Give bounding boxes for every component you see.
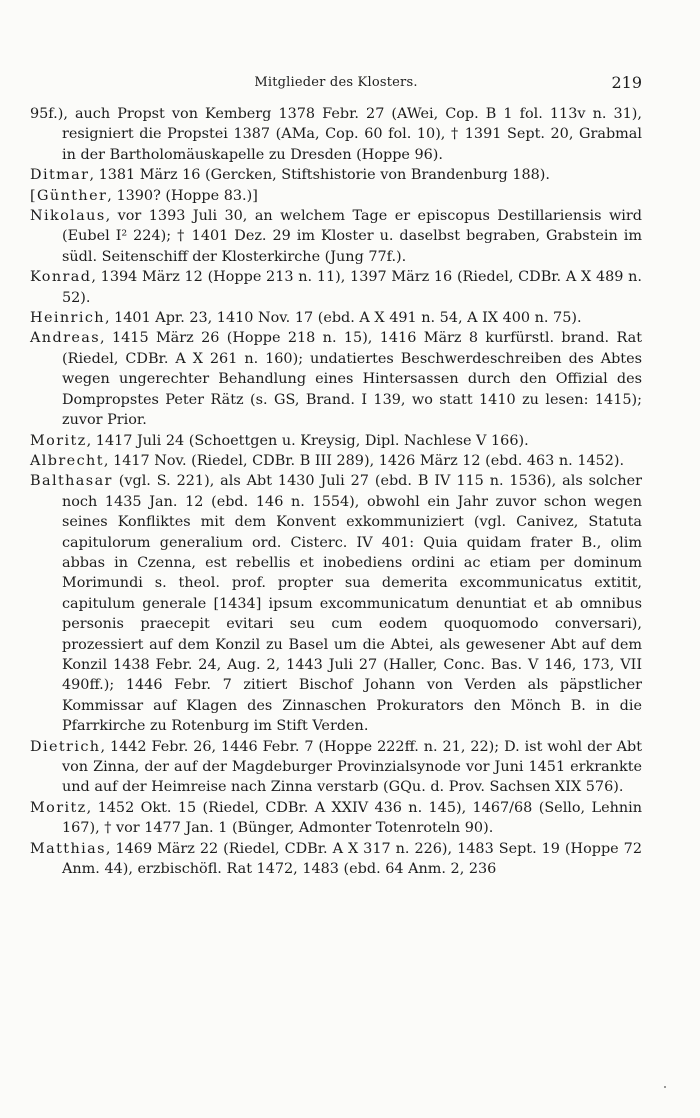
page-number: 219 [611, 73, 642, 92]
list-item [30, 267, 642, 308]
entry-text: , vor 1393 Juli 30, an welchem Tage er episcopus Destillariensis wird (Eubel I² 224); † 1401 Dez. 29 im Kloster u. daselbst begraben, Grabstein im südl. Seitenschiff der Klosterkirche (Jung 77f.). [62, 208, 642, 265]
list-item [30, 839, 642, 880]
entry-text: , 1381 März 16 (Gercken, Stiftshistorie von Brandenburg 188). [89, 167, 550, 184]
entry-name: Heinrich [30, 310, 105, 327]
entry-name: Nikolaus [30, 208, 106, 225]
entry-text: , 1417 Juli 24 (Schoettgen u. Kreysig, Dipl. Nachlese V 166). [86, 432, 529, 449]
entry-text: , 1390? (Hoppe 83.)] [107, 187, 258, 204]
page-header [30, 73, 642, 97]
entry-text: (vgl. S. 221), als Abt 1430 Juli 27 (ebd. B IV 115 n. 1536), als solcher noch 1435 Jan. 12 (ebd. 146 n. 1554), obwohl ein Jahr zuvor schon wegen seines Konfliktes mit dem Konvent exkommuniziert (vgl. Canivez, Statuta capitulorum generalium ord. Cisterc. IV 401: Quia quidam frater B., olim abbas in Czenna, est rebellis et inobediens ordini ac etiam per dominum Morimundi s. theol. prof. propter sua demerita excommunicatus extitit, capitulum generale [1434] ipsum excommunicatum denuntiat et ab omnibus personis praecepit evitari seu cum eodem quoquomodo conversari), prozessiert auf dem Konzil zu Basel um die Abtei, als gewesener Abt auf dem Konzil 1438 Febr. 24, Aug. 2, 1443 Juli 27 (Haller, Conc. Bas. V 146, 173, VII 490ff.); 1446 Febr. 7 zitiert Bischof Johann von Verden als päpstlicher Kommissar auf Klagen des Zinnaschen Prokurators den Mönch B. in die Pfarrkirche zu Rotenburg im Stift Verden. [62, 473, 642, 735]
list-item [30, 104, 642, 165]
entry-text: , 1394 März 12 (Hoppe 213 n. 11), 1397 März 16 (Riedel, CDBr. A X 489 n. 52). [62, 269, 642, 306]
entry-text: , 1415 März 26 (Hoppe 218 n. 15), 1416 März 8 kurfürstl. brand. Rat (Riedel, CDBr. A X 261 n. 160); undatiertes Beschwerdeschreiben des Abtes wegen ungerechter Behandlung eines Hintersassen durch den Offizial des Dompropstes Peter Rätz (s. GS, Brand. I 139, wo statt 1410 zu lesen: 1415); zuvor Prior. [62, 330, 642, 429]
list-item [30, 328, 642, 430]
entry-name: Albrecht [30, 452, 104, 469]
entry-name: Dietrich [30, 738, 101, 755]
entry-text: , 1417 Nov. (Riedel, CDBr. B III 289), 1426 März 12 (ebd. 463 n. 1452). [103, 452, 625, 469]
entry-name: Konrad [30, 269, 92, 286]
entry-name: Ditmar [30, 167, 90, 184]
entry-name: Andreas [30, 330, 101, 347]
entry-name: [Günther [30, 187, 108, 204]
list-item [30, 451, 642, 471]
entry-name: Matthias [30, 840, 106, 857]
list-item [30, 737, 642, 798]
running-title: Mitglieder des Klosters. [254, 75, 418, 90]
list-item [30, 165, 642, 185]
list-item [30, 431, 642, 451]
entry-text: , 1401 Apr. 23, 1410 Nov. 17 (ebd. A X 491 n. 54, A IX 400 n. 75). [104, 310, 582, 327]
entry-text: 95f.), auch Propst von Kemberg 1378 Febr. 27 (AWei, Cop. B 1 fol. 113v n. 31), resigniert die Propstei 1387 (AMa, Cop. 60 fol. 10), † 1391 Sept. 20, Grabmal in der Bartholomäuskapelle zu Dresden (Hoppe 96). [30, 106, 642, 163]
list-item [30, 186, 642, 206]
entry-name: Balthasar [30, 473, 113, 490]
entry-text: , 1452 Okt. 15 (Riedel, CDBr. A XXIV 436 n. 145), 1467/68 (Sello, Lehnin 167), † vor 1477 Jan. 1 (Bünger, Admonter Totenroteln 90). [62, 799, 642, 837]
entry-list [30, 104, 642, 879]
entry-text: , 1469 März 22 (Riedel, CDBr. A X 317 n. 226), 1483 Sept. 19 (Hoppe 72 Anm. 44), erzbischöfl. Rat 1472, 1483 (ebd. 64 Anm. 2, 236 [62, 840, 642, 878]
entry-text: , 1442 Febr. 26, 1446 Febr. 7 (Hoppe 222ff. n. 21, 22); D. ist wohl der Abt von Zinna, der auf der Magdeburger Provinzialsynode vor Juni 1451 erkrankte und auf der Heimreise nach Zinna verstarb (GQu. d. Prov. Sachsen XIX 576). [62, 738, 642, 796]
entry-name: Moritz [30, 799, 87, 816]
list-item [30, 206, 642, 267]
list-item [30, 798, 642, 839]
entry-name: Moritz [30, 432, 87, 449]
scan-speck [664, 1086, 666, 1088]
list-item [30, 308, 642, 328]
list-item [30, 471, 642, 736]
